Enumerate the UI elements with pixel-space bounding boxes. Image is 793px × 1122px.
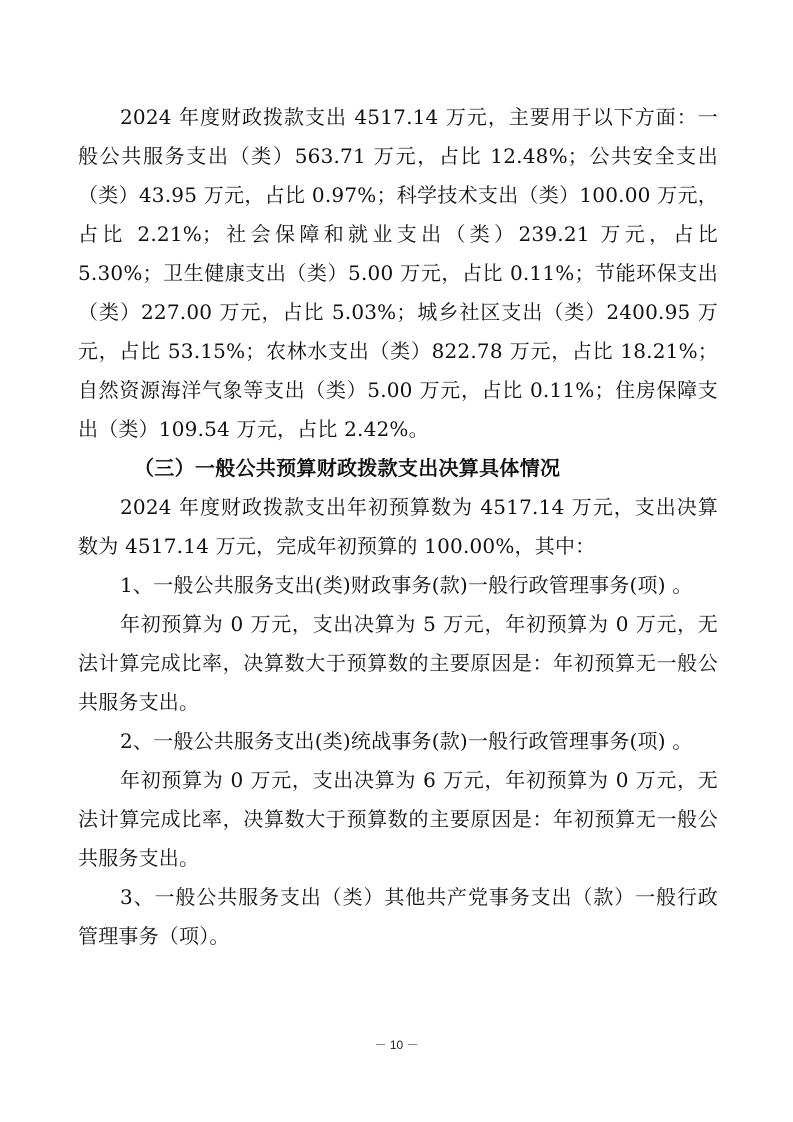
expenditure-overview-paragraph: 2024 年度财政拨款支出 4517.14 万元，主要用于以下方面：一般公共服务支出（类）563.71 万元，占比 12.48%；公共安全支出（类）43.95 万元，占比 0.97%；科学技术支出（类）100.00 万元，占比 2.21%；社会保障和就业支出（类）239.21 万元，占比 5.30%；卫生健康支出（类）5.00 万元，占比 0.11%；节能环保支出（类）227.00 万元，占比 5.03%；城乡社区支出（类）2400.95 万元，占比 53.15%；农林水支出（类）822.78 万元，占比 18.21%；自然资源海洋气象等支出（类）5.00 万元，占比 0.11%；住房保障支出（类）109.54 万元，占比 2.42%。 [78, 105, 718, 441]
page-number: － 10 － [374, 1038, 419, 1052]
budget-summary-paragraph: 2024 年度财政拨款支出年初预算数为 4517.14 万元，支出决算数为 4517.14 万元，完成年初预算的 100.00%，其中： [78, 495, 718, 558]
item-1-title: 1、一般公共服务支出(类)财政事务(款)一般行政管理事务(项) 。 [120, 573, 693, 597]
item-2-title: 2、一般公共服务支出(类)统战事务(款)一般行政管理事务(项) 。 [120, 729, 693, 753]
section-heading: （三）一般公共预算财政拨款支出决算具体情况 [134, 456, 561, 480]
item-2-detail: 年初预算为 0 万元，支出决算为 6 万元，年初预算为 0 万元，无法计算完成比率，决算数大于预算数的主要原因是：年初预算无一般公共服务支出。 [78, 768, 718, 870]
item-3-title: 3、一般公共服务支出（类）其他共产党事务支出（款）一般行政管理事务（项）。 [78, 885, 718, 948]
item-1-detail: 年初预算为 0 万元，支出决算为 5 万元，年初预算为 0 万元，无法计算完成比率，决算数大于预算数的主要原因是：年初预算无一般公共服务支出。 [78, 612, 718, 714]
document-body [78, 98, 718, 956]
